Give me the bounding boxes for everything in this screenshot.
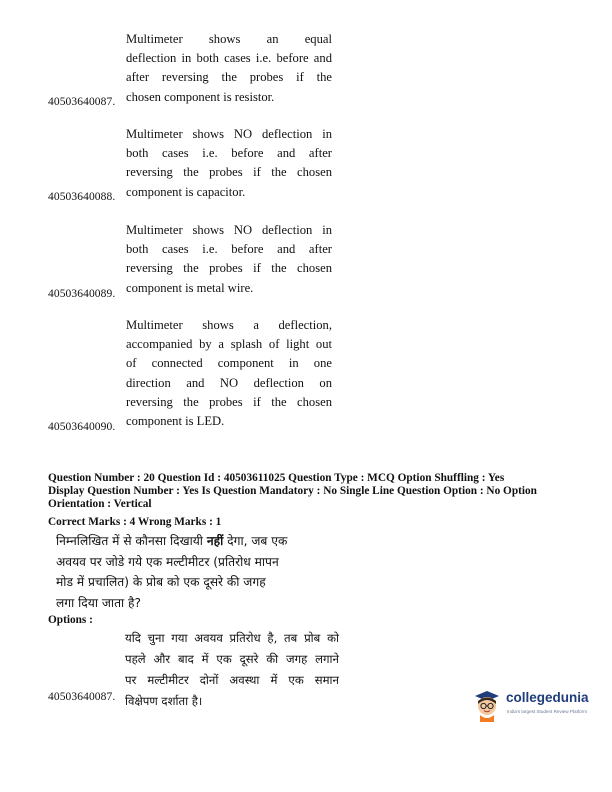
marks-line: Correct Marks : 4 Wrong Marks : 1 xyxy=(48,516,222,528)
option-id-2: 40503640088. xyxy=(48,191,116,203)
question-line-1: निम्नलिखित में से कौनसा दिखायी नहीं देगा, जब एक xyxy=(56,534,288,548)
option-id-hindi-1: 40503640087. xyxy=(48,691,116,703)
logo-tagline: India's largest Student Review Platform xyxy=(507,709,588,714)
option-text-3: Multimeter shows NO deflection in both cases i.e. before and after reversing the probes if the chosen component is metal wire. xyxy=(126,223,332,295)
option-id-3: 40503640089. xyxy=(48,288,116,300)
question-meta-line-3: Orientation : Vertical xyxy=(48,498,152,510)
question-text-hindi: निम्नलिखित में से कौनसा दिखायी नहीं देगा, जब एक अवयव पर जोडे गये एक मल्टीमीटर (प्रतिरोध मापन मोड में प्रचालित) के प्रोब को एक दूसरे की जगह लगा दिया जाता है? xyxy=(56,531,287,613)
question-meta-line-1: Question Number : 20 Question Id : 40503611025 Question Type : MCQ Option Shuffling : Yes xyxy=(48,472,505,484)
option-id-1: 40503640087. xyxy=(48,96,116,108)
option-id-4: 40503640090. xyxy=(48,421,116,433)
logo-wordmark: collegedunia xyxy=(506,690,589,705)
collegedunia-logo xyxy=(470,688,602,722)
options-label: Options : xyxy=(48,614,93,626)
option-text-hindi-1: यदि चुना गया अवयव प्रतिरोध है, तब प्रोब को पहले और बाद में एक दूसरे की जगह लगाने पर मल्टीमीटर दोनों अवस्था में एक समान विक्षेपण दर्शाता है। xyxy=(125,631,339,708)
graduate-mascot-icon xyxy=(470,688,504,722)
option-text-1: Multimeter shows an equal deflection in both cases i.e. before and after reversing the probes if the chosen component is resistor. xyxy=(126,32,332,104)
option-text-4: Multimeter shows a deflection, accompanied by a splash of light out of connected component in one direction and NO deflection on reversing the probes if the chosen component is LED. xyxy=(126,318,332,429)
option-text-2: Multimeter shows NO deflection in both cases i.e. before and after reversing the probes if the chosen component is capacitor. xyxy=(126,127,332,199)
question-meta-line-2: Display Question Number : Yes Is Question Mandatory : No Single Line Question Option : No Option xyxy=(48,485,537,497)
